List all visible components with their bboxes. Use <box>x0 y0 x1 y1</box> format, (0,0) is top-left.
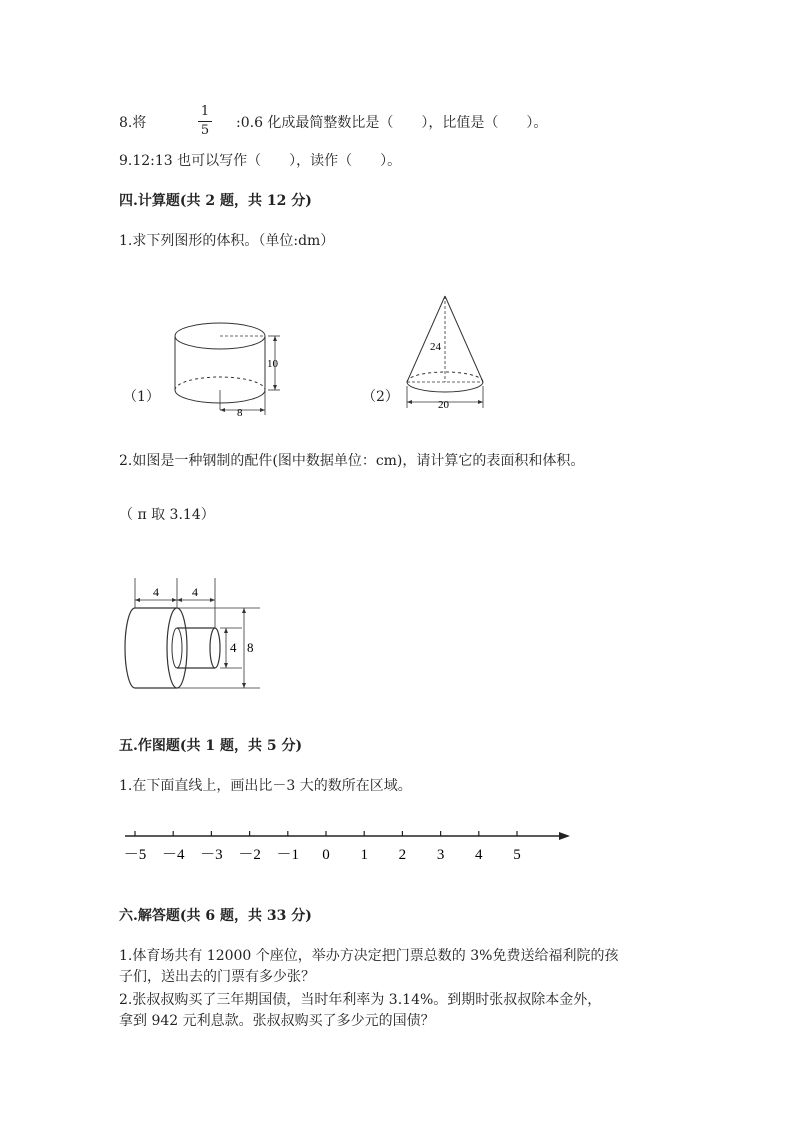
section-6-heading: 六.解答题(共 6 题，共 33 分) <box>119 908 312 924</box>
section-6-question-1-line-2: 子们，送出去的门票有多少张？ <box>119 969 315 985</box>
arrow-icon <box>559 832 570 840</box>
tick-label: 0 <box>322 847 330 863</box>
tick-label: －3 <box>200 847 223 863</box>
width-label-2: 4 <box>192 585 198 599</box>
tick-label: 1 <box>360 847 368 863</box>
inner-diameter-label: 4 <box>230 640 237 655</box>
outer-diameter-label: 8 <box>247 640 254 655</box>
tick-label: 4 <box>475 847 483 863</box>
cone-figure <box>407 296 483 411</box>
cylinder-radius-label: 8 <box>237 407 243 419</box>
question-8-prefix: 8.将 <box>119 115 147 131</box>
figure-1-label: （1） <box>123 389 160 405</box>
question-8-suffix: :0.6 化成最简整数比是（ ），比值是（ ）。 <box>236 115 548 131</box>
fraction-bar <box>198 121 212 122</box>
question-8 <box>119 112 146 132</box>
steel-part-figure <box>120 578 270 693</box>
section-5-question-1: 1.在下面直线上，画出比－3 大的数所在区域。 <box>119 778 412 794</box>
tick-label: 5 <box>513 847 521 863</box>
width-label-1: 4 <box>153 585 159 599</box>
section-6-question-2-line-1: 2.张叔叔购买了三年期国债，当时年利率为 3.14%。到期时张叔叔除本金外， <box>119 992 602 1008</box>
figure-2-label: （2） <box>362 389 399 405</box>
cone-height-label: 24 <box>430 341 441 353</box>
tick-label: －1 <box>276 847 300 863</box>
section-5-heading: 五.作图题(共 1 题，共 5 分) <box>119 738 303 754</box>
fraction-denominator: 5 <box>200 123 210 138</box>
cylinder-height-label: 10 <box>267 358 278 370</box>
tick-label: －4 <box>161 847 185 863</box>
section-6-question-2-line-2: 拿到 942 元利息款。张叔叔购买了多少元的国债？ <box>119 1013 435 1029</box>
fraction-numerator: 1 <box>200 104 210 119</box>
number-line <box>118 825 578 870</box>
section-4-heading: 四.计算题(共 2 题，共 12 分) <box>119 193 312 209</box>
tick-label: －5 <box>123 847 147 863</box>
cone-diameter-label: 20 <box>438 399 449 411</box>
cylinder-cone-figures <box>120 290 520 420</box>
section-4-question-1: 1.求下列图形的体积。（单位:dm） <box>119 233 335 249</box>
tick-label: 3 <box>436 847 445 863</box>
section-4-question-2: 2.如图是一种钢制的配件(图中数据单位：cm)，请计算它的表面积和体积。 <box>119 453 585 469</box>
pi-note: （ π 取 3.14） <box>119 507 215 523</box>
tick-label: －2 <box>238 847 261 863</box>
cylinder-figure <box>175 323 280 419</box>
section-6-question-1-line-1: 1.体育场共有 12000 个座位，举办方决定把门票总数的 3%免费送给福利院的孩 <box>119 948 619 964</box>
tick-label: 2 <box>398 847 407 863</box>
question-9: 9.12:13 也可以写作（ ），读作（ ）。 <box>119 153 402 169</box>
